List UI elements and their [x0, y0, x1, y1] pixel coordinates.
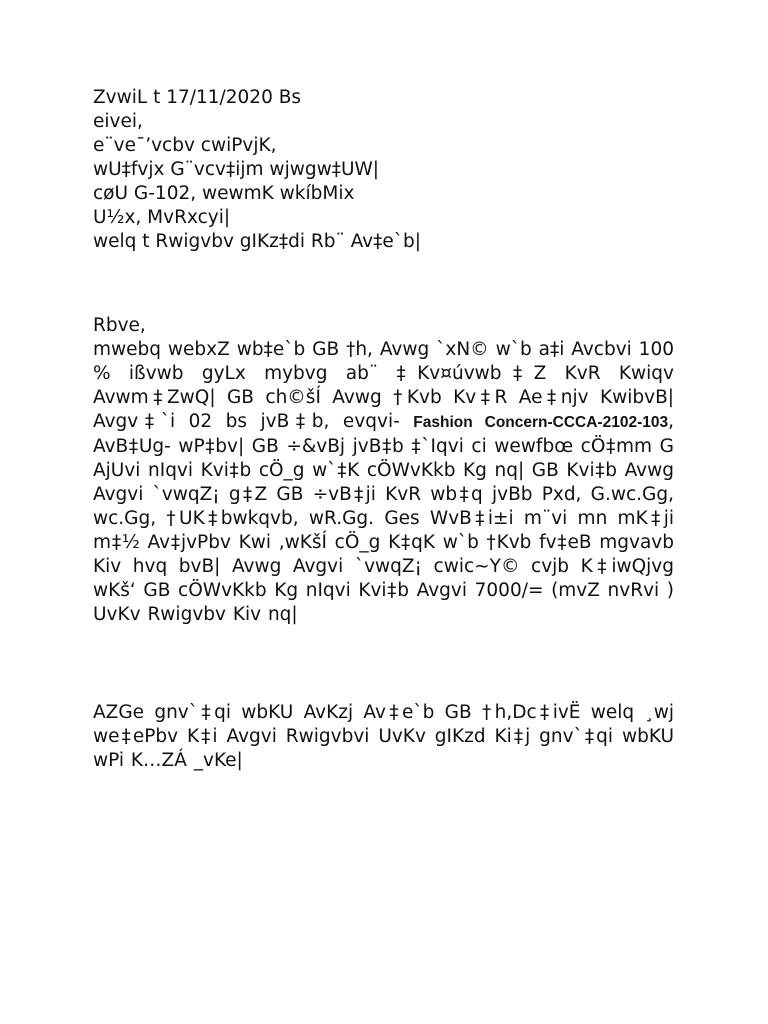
body-text-part1: mwebq webxZ wb‡e`b GB †h, Avwg `xN© w`b a‡i Avcbvi 100 % ißvwb gyLx mybvg ab¨ ‡Kv¤úvwb‡Z KvR Kwiqv Avwm‡ZwQ| GB ch©šÍ Avwg †Kvb Kv‡R Ae‡njv KwibvB| Avgv‡`i 02 bs jvB‡b, evqvi-	[93, 339, 674, 432]
closing-paragraph: AZGe gnv`‡qi wbKU AvKzj Av‡e`b GB †h,Dc‡ivË welq ¸wj we‡ePbv K‡i Avgvi Rwigvbvi UvKv gIKzd Ki‡j gnv`‡qi wbKU wPi K…ZÁ _vKe|	[93, 702, 674, 771]
letter-page	[93, 86, 674, 773]
address-line-plot: cøU G-102, wewmK wkíbMix	[93, 183, 355, 204]
address-line-city: U½x, MvRxcyi|	[93, 207, 231, 228]
address-line-designation: e¨ve¯’vcbv cwiPvjK,	[93, 135, 277, 156]
buyer-style-reference: Fashion Concern-CCCA-2102-103	[413, 414, 669, 431]
address-line-company: wU‡fvjx G¨vcv‡ijm wjwgw‡UW|	[93, 159, 380, 180]
date-line: ZvwiL t 17/11/2020 Bs	[93, 87, 302, 108]
address-line-recipient: eivei,	[93, 111, 143, 132]
body-paragraph	[93, 338, 674, 627]
spacer	[93, 627, 674, 701]
subject-line: welq t Rwigvbv gIKz‡di Rb¨ Av‡e`b|	[93, 231, 421, 252]
salutation: Rbve,	[93, 315, 146, 336]
body-text-part2: , AvB‡Ug- wP‡bv| GB ÷&vBj jvB‡b ‡`Iqvi ci wewfbœ cÖ‡mm G AjUvi nIqvi Kvi‡b cÖ_g w`‡K cÖWvKkb Kg nq| GB Kvi‡b Avwg Avgvi `vwqZ¡ g‡Z GB ÷vB‡ji KvR wb‡q jvBb Pxd, G.wc.Gg, wc.Gg, †UK‡bwkqvb, wR.Gg. Ges WvB‡i±i m¨vi mn mK‡ji m‡½ Av‡jvPbv Kwi ,wKšÍ cÖ_g K‡qK w`b †Kvb fv‡eB mgvavb Kiv hvq bvB| Avwg Avgvi `vwqZ¡ cwic~Y© cvjb K‡iwQjvg wKš‘ GB cÖWvKkb Kg nIqvi Kvi‡b Avgvi 7000/= (mvZ nvRvi ) UvKv Rwigvbv Kiv nq|	[93, 411, 674, 625]
spacer	[93, 254, 674, 314]
